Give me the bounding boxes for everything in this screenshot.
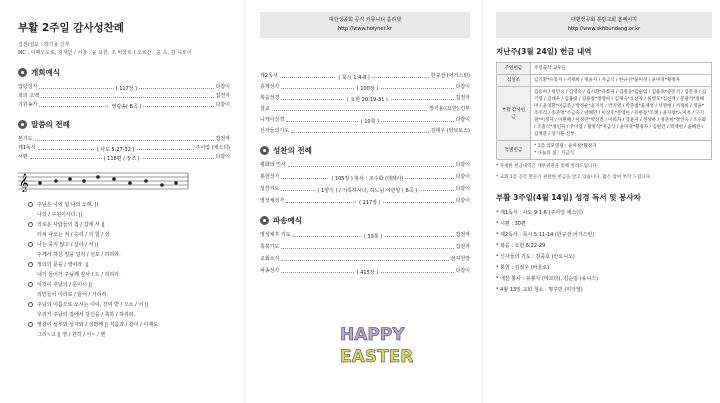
order-row bbox=[260, 72, 470, 80]
psalm-line bbox=[18, 210, 230, 220]
servers-title: 부활 3주일(4월 14일) 성경 독서 및 봉사자 bbox=[496, 193, 641, 202]
dismissal-rows bbox=[260, 231, 470, 275]
order-row bbox=[260, 94, 470, 102]
psalm-line-text: 나는 죽지 않고 / 살아 / 서 || bbox=[37, 242, 99, 248]
dotted-leader bbox=[286, 118, 453, 125]
order-item-name: 평화의 인사 bbox=[260, 162, 286, 168]
order-item-person: 다같이 bbox=[215, 84, 230, 90]
order-item-detail: ( 1양식 ) / 거룩하시다, 하느님 어린양 ( B곡 ) bbox=[317, 187, 418, 194]
psalm-line bbox=[18, 230, 230, 240]
offering-title: 지난주(3월 24일) 헌금 내역 bbox=[496, 47, 592, 56]
order-item-detail: ( 117장 ) bbox=[115, 85, 138, 92]
order-item-name: 영성체성가 bbox=[260, 198, 285, 204]
dotted-leader bbox=[30, 155, 214, 162]
offering-table bbox=[496, 62, 712, 160]
bulletin-column-2 bbox=[248, 0, 478, 403]
psalm-line bbox=[18, 290, 230, 300]
eucharist-rows bbox=[260, 161, 470, 205]
holynet-banner[interactable]: 대한성공회 공식 커뮤니티 홀리넷 http://www.holynet.kr bbox=[260, 12, 470, 38]
bullet-circle-icon bbox=[260, 216, 269, 225]
dotted-leader bbox=[272, 107, 427, 111]
order-item-name: 파송성가 bbox=[260, 268, 280, 274]
server-line: * 애찬 봉사 : 유봉자 (마르타), 김순임 (유니스) bbox=[496, 276, 598, 282]
offering-notes bbox=[496, 163, 712, 182]
order-item-person: 다같이 bbox=[455, 84, 470, 90]
ministers-line: MC : 이때오도로, 김재민 / 서창 : 윤 요한, 조 바울로 / 오르간 : 윤 옥, 김 니모이 bbox=[18, 50, 192, 56]
order-row bbox=[260, 197, 470, 205]
order-item-person: 다같이 bbox=[455, 117, 470, 123]
offering-row bbox=[497, 87, 712, 141]
section-heading-eucharist: 성찬의 전례 bbox=[260, 145, 470, 156]
order-item-person: 집전자 bbox=[215, 93, 230, 99]
order-item-person: 한규선 (어거스틴) bbox=[430, 73, 470, 79]
order-item-person: 집전자 bbox=[455, 95, 470, 101]
psalm-line bbox=[18, 330, 230, 340]
offering-row bbox=[497, 63, 712, 75]
order-row bbox=[260, 173, 470, 181]
psalm-line bbox=[18, 310, 230, 320]
psalm-line-text: 의로운 사람들의 집 / 집에 서 || bbox=[37, 222, 105, 228]
offering-names bbox=[531, 141, 712, 160]
order-item-person: 집전자 bbox=[455, 232, 470, 238]
order-item-name: 축복기도 bbox=[260, 244, 280, 250]
order-row bbox=[18, 153, 230, 161]
section-heading-word: 말씀의 전례 bbox=[18, 119, 230, 130]
bullet-circle-icon bbox=[18, 120, 27, 129]
order-row bbox=[18, 144, 230, 152]
order-item-name: 제1독서 bbox=[18, 145, 36, 151]
offering-names: 김기환*유봉자 / 서재희 / 정윤자 / 지금식 / 한규선*윤미경 / 윤미경*황정자 bbox=[531, 75, 712, 87]
psalm-line-text: 이것이 주님의 / 문이시 || bbox=[37, 282, 92, 288]
offering-line: * 1층 리모델링 : 윤미경*황정자 bbox=[534, 144, 597, 149]
offering-line: * 나눔의 집 : 지금식 bbox=[534, 151, 574, 156]
psalm-line bbox=[18, 270, 230, 280]
easter-art-bottom: EASTER bbox=[340, 347, 414, 367]
psalm-line-text: 터져 나오는 저 / 승리 / 의 함 / 성 bbox=[37, 232, 110, 238]
dotted-leader bbox=[281, 245, 453, 249]
order-row bbox=[260, 116, 470, 124]
verse-circle-icon bbox=[28, 282, 33, 287]
svg-text:𝄞: 𝄞 bbox=[19, 173, 29, 192]
order-row bbox=[260, 127, 470, 135]
order-item-name: 층계성가 bbox=[260, 84, 280, 90]
dotted-leader bbox=[281, 96, 453, 103]
servers-list bbox=[496, 208, 712, 296]
dotted-leader bbox=[286, 199, 453, 206]
dotted-leader bbox=[38, 146, 194, 153]
verse-circle-icon bbox=[28, 262, 33, 267]
psalm-line bbox=[18, 200, 230, 210]
skhbundang-banner[interactable]: 대한성공회 분당교회 홈페이지 http://www.skhbundang.or.kr bbox=[496, 12, 712, 38]
order-item-person: 장기용 (요한) 신부 bbox=[429, 106, 470, 112]
server-line: * 신자들의 기도 : 김종호 (안토니오) bbox=[496, 254, 575, 260]
fold-line bbox=[482, 0, 483, 403]
server-line: * 제2독서 : 묵시 5:11-14 (한규선 어거스틴) bbox=[496, 232, 595, 238]
section-heading-dismissal: 파송예식 bbox=[260, 215, 470, 226]
psalm-line bbox=[18, 300, 230, 310]
bullet-circle-icon bbox=[260, 146, 269, 155]
offering-category: 십일조 bbox=[497, 75, 531, 87]
order-row bbox=[260, 83, 470, 91]
order-row bbox=[260, 267, 470, 275]
dotted-leader bbox=[281, 175, 453, 182]
psalm-line-text: 우리가 주님의 집에서 당신을 / 축하 / 하리라. bbox=[37, 312, 136, 318]
dotted-leader bbox=[288, 163, 454, 167]
section-heading-opening: 개회예식 bbox=[18, 67, 230, 78]
order-item-person: 집전자 bbox=[215, 136, 230, 142]
order-item-person: 주이업 (에스더) bbox=[195, 145, 230, 151]
dotted-leader bbox=[39, 103, 213, 110]
order-item-detail: ( 묵시 1:4-8 ) bbox=[338, 74, 370, 81]
offering-category: 주일헌금 bbox=[497, 63, 531, 75]
psalm-line bbox=[18, 220, 230, 230]
page-title: 부활 2주일 감사성찬례 bbox=[18, 22, 124, 34]
offering-row bbox=[497, 141, 712, 160]
order-item-name: 죄의 고백 bbox=[18, 93, 39, 99]
word-rows bbox=[18, 135, 230, 161]
order-item-detail: ( 217장 ) bbox=[359, 199, 381, 206]
order-item-name: 봉헌성가 bbox=[260, 174, 280, 180]
dotted-leader bbox=[291, 129, 429, 133]
order-row bbox=[18, 83, 230, 91]
order-item-name: 니케아신경 bbox=[260, 117, 285, 123]
dotted-leader bbox=[281, 187, 453, 194]
readings-rows bbox=[260, 72, 470, 135]
order-item-name: 기원송가 bbox=[18, 102, 38, 108]
order-item-detail: ( 100장 ) bbox=[356, 85, 379, 92]
opening-rows bbox=[18, 83, 230, 109]
order-item-detail: ( 10쪽 ) bbox=[360, 118, 379, 125]
offering-names: 김승희 / 곽민숙 / 김영숙 / 김기환*유봉자 / 김정웅*김순임 / 김용호*송민석 / 김문경 / 김기영 / 김대우 / 김용대 / 김용창*정영아 / 김재숙*오산자 / 류영호*김선재 / 문광석*정해미 / 윤영환*이금분 / 박경순*윤지석 / 박지영 / 박준범*윤재성 / 서영애 / 서재희 / 정윤*조주리 / 송준영*조금숙 / 양해민 / 이상호*문영이 / 유한동*조쟁 / 윤지창*노미옥 / 구기철*이경자 / 이원혜 / 이정란*박선진 / 이희자 / 장윤자 / 정상하 / 정준희*정연숙 / 조수화 / 조충식*정인자 / 주이업 / 황정식*지금식 / 윤미경*황정자 / 김현진 / 박재현 / 윤해진 / 김영준 / 장기용 신부 bbox=[531, 87, 712, 141]
dotted-leader bbox=[280, 74, 429, 81]
offering-category: 특별헌금 bbox=[497, 141, 531, 160]
offering-row bbox=[497, 75, 712, 87]
order-item-person: 다같이 bbox=[215, 154, 230, 160]
bulletin-column-1 bbox=[0, 0, 240, 403]
officiant-line: 집전/설교 : 장기용 신부 bbox=[18, 42, 70, 48]
order-item-person: 선지원장 bbox=[450, 256, 470, 262]
happy-easter-art bbox=[338, 318, 418, 368]
psalm-line bbox=[18, 320, 230, 330]
order-item-detail: ( 105장 ) 봉사 : 조수화 (데레사) bbox=[331, 175, 404, 182]
order-item-person: 다같이 bbox=[455, 268, 470, 274]
order-row bbox=[260, 185, 470, 193]
psalm-line bbox=[18, 280, 230, 290]
dotted-leader bbox=[35, 137, 214, 141]
order-item-person: 집전자 bbox=[455, 244, 470, 250]
order-row bbox=[260, 255, 470, 263]
order-item-name: 본기도 bbox=[18, 136, 33, 142]
order-row bbox=[260, 231, 470, 239]
order-row bbox=[260, 105, 470, 113]
order-item-name: 교회소식 bbox=[260, 256, 280, 262]
music-staff-icon bbox=[18, 170, 230, 192]
server-line: * 4월 13일 교회 청소 : 명주민 (미가엘) bbox=[496, 287, 583, 293]
order-item-person: 다같이 bbox=[455, 162, 470, 168]
psalm-line-text: 주님의 이름으로 오시는 이여, 찬미 받 / 으소 / 서 || bbox=[37, 302, 149, 308]
verse-circle-icon bbox=[28, 242, 33, 247]
dotted-leader bbox=[39, 85, 213, 92]
order-item-name: 성찬기도 bbox=[260, 186, 280, 192]
offering-category: 부활 감사헌금 bbox=[497, 87, 531, 141]
order-item-name: 설교 bbox=[260, 106, 270, 112]
order-item-detail: ( 118편 / 장조 ) bbox=[103, 155, 140, 162]
psalm-text bbox=[18, 200, 230, 340]
psalm-line-text: 주께서 하신 일을 널리 / 선포 / 하리라. bbox=[37, 252, 121, 258]
order-item-person: 다같이 bbox=[455, 186, 470, 192]
order-item-name: 복음성경 bbox=[260, 95, 280, 101]
order-item-person: 김태우 (암브로스) bbox=[430, 128, 470, 134]
dotted-leader bbox=[281, 257, 448, 261]
dotted-leader bbox=[293, 233, 454, 240]
order-item-detail: ( 415장 ) bbox=[356, 269, 379, 276]
psalm-line-text: 정의의 문을 / 열어라. || bbox=[37, 262, 89, 268]
psalm-line-text: 내가 들어가 주님께 감사 / 드 / 리리라. bbox=[37, 272, 121, 278]
offering-note: * 교회 1층 공간 만들기 관련한 헌금을 받고 있습니다. 많은 참여 부탁 드립니다. bbox=[496, 175, 652, 180]
order-row bbox=[18, 101, 230, 109]
server-line: * 복음 : 요한 6:22-29 bbox=[496, 243, 546, 249]
server-line: * 시편 : 30편 bbox=[496, 221, 526, 227]
dotted-leader bbox=[41, 94, 214, 98]
order-item-name: 영성체후 기도 bbox=[260, 232, 291, 238]
psalm-line bbox=[18, 240, 230, 250]
order-item-person: 다같이 bbox=[455, 198, 470, 204]
verse-circle-icon bbox=[28, 322, 33, 327]
order-item-detail: ( 사도 5:27-32 ) bbox=[96, 146, 135, 153]
order-item-detail: ( 33쪽 ) bbox=[363, 233, 383, 240]
dotted-leader bbox=[281, 269, 453, 276]
order-row bbox=[18, 135, 230, 143]
order-item-name: 입당성가 bbox=[18, 84, 38, 90]
order-item-detail: ( 요한 20:19-31 ) bbox=[346, 96, 388, 103]
order-row bbox=[260, 243, 470, 251]
order-row bbox=[18, 92, 230, 100]
psalm-line-text: 그리~고 || 영 / 원히 / 아~ / 멘 bbox=[37, 332, 106, 338]
bullet-circle-icon bbox=[18, 68, 27, 77]
psalm-line bbox=[18, 250, 230, 260]
dotted-leader bbox=[281, 85, 453, 92]
order-row bbox=[260, 161, 470, 169]
order-item-person: 다같이 bbox=[455, 174, 470, 180]
psalm-line-text: 주님은 나의 힘 나의 노래. || bbox=[37, 202, 99, 208]
order-item-person: 다같이 bbox=[215, 102, 230, 108]
server-line: * 봉헌 : 김석우 (바울로) bbox=[496, 265, 550, 271]
psalm-line-text: 영광이 성부와 성자와 / 성령께 || 처음과 / 같이 / 이제도 bbox=[37, 322, 158, 328]
verse-circle-icon bbox=[28, 202, 33, 207]
verse-circle-icon bbox=[28, 222, 33, 227]
order-item-detail: 영광송( B곡 ) bbox=[111, 103, 142, 110]
psalm-line bbox=[18, 260, 230, 270]
order-item-name: 제2독서 bbox=[260, 73, 278, 79]
order-item-name: 신자들의기도 bbox=[260, 128, 289, 134]
psalm-line-text: 나의 / 구원이시다. || bbox=[37, 212, 83, 218]
psalm-line-text: 의인들이 이리로 / 들어 / 가리라. bbox=[37, 292, 108, 298]
bulletin-column-3 bbox=[486, 0, 720, 403]
verse-circle-icon bbox=[28, 302, 33, 307]
server-line: * 제1독서 : 사도 9:1-6 (주이업 에스더) bbox=[496, 210, 583, 216]
order-item-name: 시편 bbox=[18, 154, 28, 160]
fold-line bbox=[244, 0, 245, 403]
offering-names: 주일출석 교우들 bbox=[531, 63, 712, 75]
easter-art-top: HAPPY bbox=[340, 325, 405, 345]
offering-note: * 자세한 헌금내역은 재무위원을 통해 알려드립니다. bbox=[496, 164, 599, 169]
